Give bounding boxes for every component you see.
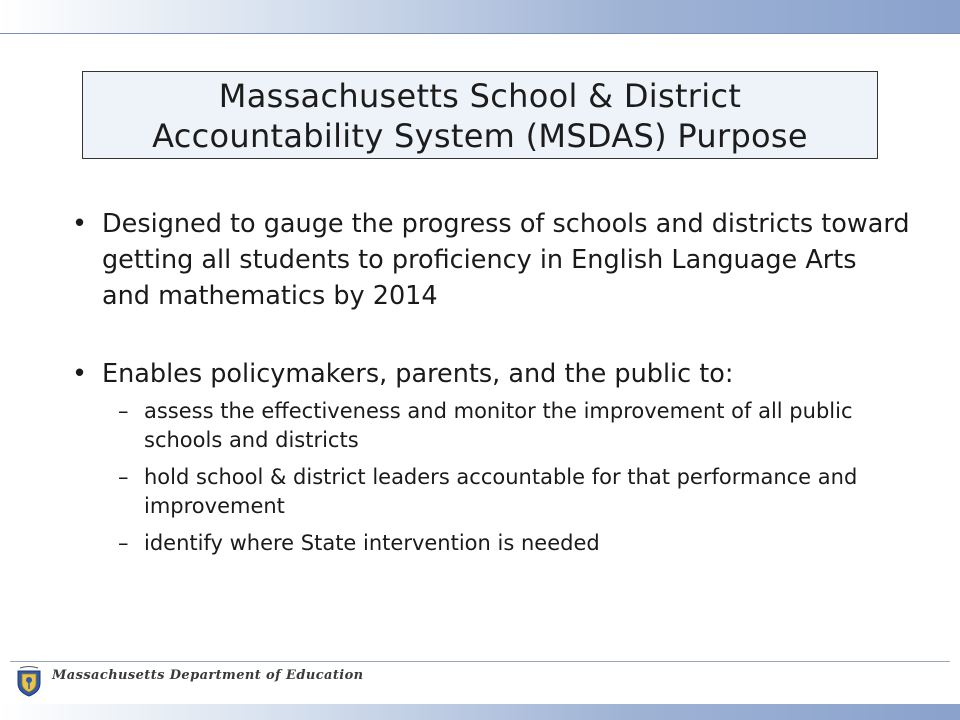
sub-bullet-item	[72, 529, 912, 558]
slide-title-line-2: Accountability System (MSDAS) Purpose	[152, 117, 808, 155]
sub-bullet-list	[72, 397, 912, 558]
dash-glyph: –	[118, 399, 129, 423]
bullet-text: Enables policymakers, parents, and the public to:	[102, 359, 734, 389]
sub-bullet-text: identify where State intervention is needed	[144, 531, 600, 555]
bullet-item	[72, 206, 912, 314]
sub-bullet-item	[72, 397, 912, 455]
sub-bullet-text: hold school & district leaders accountable for that performance and improvement	[144, 465, 858, 518]
dash-glyph: –	[118, 465, 129, 489]
bullet-list	[72, 206, 912, 566]
slide-title-line-1: Massachusetts School & District	[218, 77, 742, 115]
footer-divider	[10, 661, 950, 662]
massachusetts-seal-icon	[14, 665, 44, 697]
sub-bullet-text: assess the effectiveness and monitor the improvement of all public schools and districts	[144, 399, 853, 452]
dash-glyph: –	[118, 531, 129, 555]
slide-title-box	[82, 71, 878, 159]
bottom-gradient-bar	[0, 704, 960, 720]
bullet-glyph: •	[72, 209, 88, 239]
bullet-item	[72, 356, 912, 392]
bullet-glyph: •	[72, 359, 88, 389]
sub-bullet-item	[72, 463, 912, 521]
top-gradient-bar	[0, 0, 960, 34]
bullet-text: Designed to gauge the progress of schools and districts toward getting all students to proficiency in English Language Arts and mathematics by 2014	[102, 209, 910, 311]
footer-org-name: Massachusetts Department of Education	[52, 668, 364, 683]
